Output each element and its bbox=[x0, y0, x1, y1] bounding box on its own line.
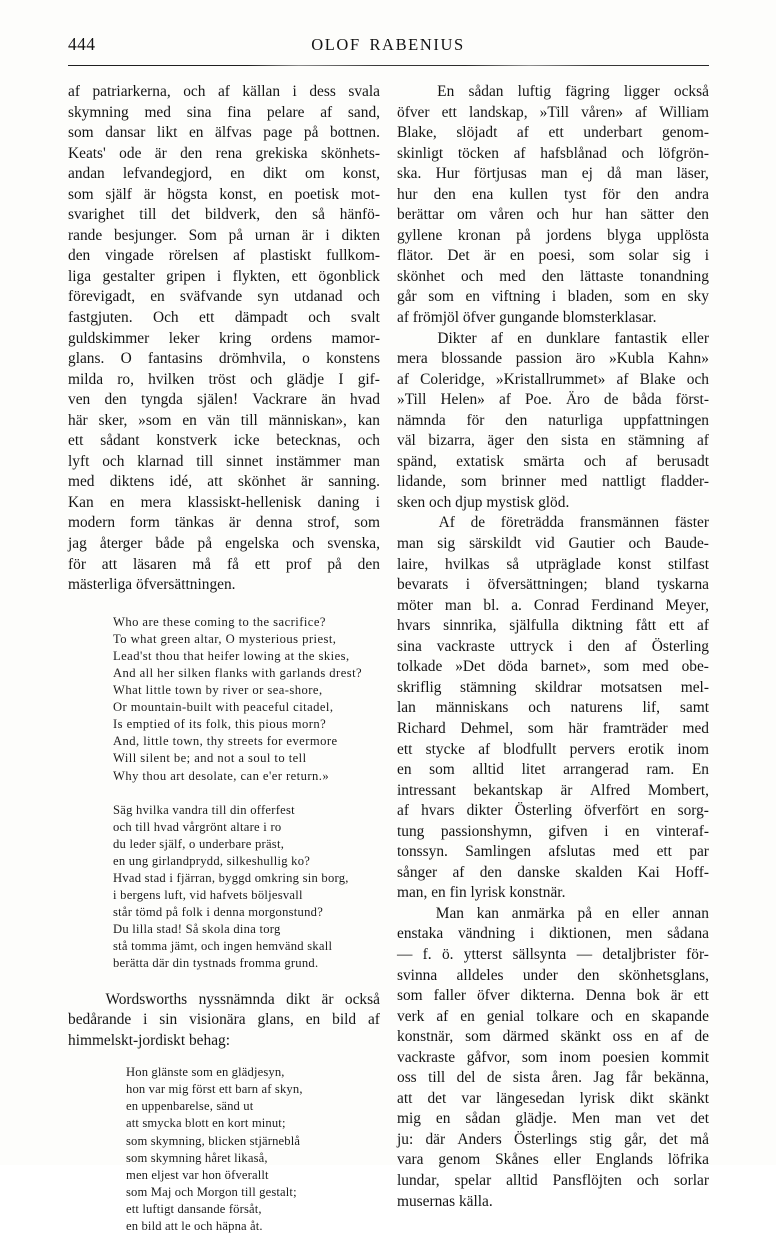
text-line: nämnda för den naturliga uppfattningen bbox=[397, 411, 709, 429]
text-line: glans. O fantasins drömhvila, o konstens bbox=[68, 350, 380, 368]
text-line: mästerliga öfversättningen. bbox=[68, 576, 236, 594]
page-number: 444 bbox=[68, 34, 96, 54]
text-line: Man kan anmärka på en eller annan bbox=[397, 904, 709, 925]
text-line: verk af en genial tolkare och en skapande bbox=[397, 1007, 709, 1025]
verse-line: Hon glänste som en glädjesyn, bbox=[126, 1065, 285, 1080]
verse-keats-english bbox=[68, 614, 380, 785]
text-line: lan människans och naturens lif, samt bbox=[397, 699, 709, 717]
text-line: sina vackraste uttryck i den af Österling bbox=[397, 637, 709, 655]
text-line: bedårande i sin visionära glans, en bild af bbox=[68, 1011, 380, 1029]
text-line: »Till Helen» af Poe. Äro de båda först- bbox=[397, 391, 709, 409]
verse-line: du leder själf, o underbare präst, bbox=[113, 836, 285, 851]
text-line: som faller öfver dikterna. Denna bok är ett bbox=[397, 987, 709, 1005]
text-line: Kan en mera klassiskt-hellenisk daning i bbox=[68, 493, 380, 511]
verse-line: en bild att le och häpna åt. bbox=[126, 1219, 263, 1234]
paragraph-left-2 bbox=[68, 990, 380, 1052]
text-line: mera blossande passion äro »Kubla Kahn» bbox=[397, 350, 709, 368]
text-line: af hvars dikter Österling öfverfört en sorg- bbox=[397, 802, 709, 820]
verse-line: Säg hvilka vandra till din offerfest bbox=[113, 802, 295, 817]
verse-line: hon var mig först ett barn af skyn, bbox=[126, 1082, 303, 1097]
text-line: milda ro, hvilken tröst och glädje I gif- bbox=[68, 370, 380, 388]
text-line: andan lefvandegjord, en dikt om konst, bbox=[68, 165, 380, 183]
verse-line: Or mountain-built with peaceful citadel, bbox=[113, 700, 334, 715]
text-line: en som alltid litet arrangerad ram. En bbox=[397, 761, 709, 779]
text-line: ju: där Anders Österlings stig går, det må bbox=[397, 1130, 709, 1148]
text-line: berättar om våren och hur han sätter den bbox=[397, 206, 709, 224]
text-line: af Coleridge, »Kristallrummet» af Blake och bbox=[397, 370, 709, 388]
text-line: — f. ö. ytterst sällsynta — detaljbrister för- bbox=[397, 945, 709, 963]
verse-line: Du lilla stad! Så skola dina torg bbox=[113, 922, 281, 937]
text-line: som själf är högsta konst, en poetisk mot- bbox=[68, 185, 380, 203]
verse-line: berätta där din tystnads fromma grund. bbox=[113, 956, 319, 971]
text-line: modern form tänkas är denna strof, som bbox=[68, 514, 380, 532]
text-line: Keats' ode är den rena grekiska skönhets- bbox=[68, 144, 380, 162]
indent-space bbox=[397, 82, 423, 103]
verse-line: i bergens luft, vid hafvets böljesvall bbox=[113, 888, 303, 903]
verse-line: To what green altar, O mysterious priest, bbox=[113, 631, 337, 646]
text-line: guldskimmer leker kring ordens mamor- bbox=[68, 329, 380, 347]
text-line: skönhet och med den lättaste tonandning bbox=[397, 267, 709, 285]
verse-line: And all her silken flanks with garlands drest? bbox=[113, 665, 363, 680]
text-line: konstnär, som därmed skänkt oss en af de bbox=[397, 1028, 709, 1046]
text-line: skymning med sina fina pelare af sand, bbox=[68, 103, 380, 121]
running-head-title: OLOF RABENIUS bbox=[311, 35, 465, 54]
text-line: rande besjunger. Som på urnan är i dikten bbox=[68, 226, 380, 244]
text-line: vackraste gåfvor, som inom poesien kommit bbox=[397, 1048, 709, 1066]
text-line: intressant bekantskap är Alfred Mombert, bbox=[397, 781, 709, 799]
paragraph-right-4 bbox=[397, 904, 709, 1212]
text-line: hur den ena kullen tyst för den andra bbox=[397, 185, 709, 203]
indent-space bbox=[397, 329, 423, 350]
text-line: lyft och klarnad till sinnet instämmer man bbox=[68, 452, 380, 470]
verse-keats-swedish bbox=[68, 802, 380, 973]
text-line: möter man bl. a. Conrad Ferdinand Meyer, bbox=[397, 596, 709, 614]
text-line: väl bizarra, äger den sista en stämning af bbox=[397, 432, 709, 450]
text-line: ska. Hur förtjusas man ej då man läser, bbox=[397, 165, 709, 183]
verse-line: stå tomma jämt, och ingen hemvänd skall bbox=[113, 939, 333, 954]
verse-line: Lead'st thou that heifer lowing at the skies, bbox=[113, 648, 350, 663]
text-line: Af de företrädda fransmännen fäster bbox=[397, 513, 709, 534]
text-line: musernas källa. bbox=[397, 1192, 493, 1210]
text-line: Wordsworths nyssnämnda dikt är också bbox=[68, 990, 380, 1011]
text-line: af patriarkerna, och af källan i dess svala bbox=[68, 83, 380, 100]
verse-line: som skymning håret likaså, bbox=[126, 1150, 268, 1165]
text-line: gyllene kronan på jordens blyga upplösta bbox=[397, 226, 709, 244]
verse-line: men eljest var hon öfverallt bbox=[126, 1167, 269, 1182]
text-line: sken och djup mystisk glöd. bbox=[397, 493, 570, 511]
verse-line: Will silent be; and not a soul to tell bbox=[113, 751, 307, 766]
verse-line: ett luftigt dansande försåt, bbox=[126, 1201, 262, 1216]
verse-line: och till hvad vårgrönt altare i ro bbox=[113, 819, 282, 834]
verse-line: What little town by river or sea-shore, bbox=[113, 683, 323, 698]
text-line: att det var längesedan lyrisk dikt skänkt bbox=[397, 1089, 709, 1107]
text-line: jag återger både på engelska och svenska, bbox=[68, 535, 380, 553]
text-line: ett sådant konstverk icke betecknas, och bbox=[68, 432, 380, 450]
text-line: man, en fin lyrisk konstnär. bbox=[397, 884, 566, 902]
text-line: Dikter af en dunklare fantastik eller bbox=[397, 329, 709, 350]
text-line: svinna alldeles under den skönhetsglans, bbox=[397, 966, 709, 984]
verse-line: en uppenbarelse, sänd ut bbox=[126, 1099, 254, 1114]
paragraph-right-3 bbox=[397, 513, 709, 903]
text-line: ven den tyngda själen! Vackrare än hvad bbox=[68, 391, 380, 409]
text-line: vara genom Skånes eller Englands löfrika bbox=[397, 1151, 709, 1169]
left-column bbox=[68, 82, 380, 1235]
text-line: skriflig stämning skildrar motsatsen mel- bbox=[397, 678, 709, 696]
text-line: tolkade »Det döda barnet», som med obe- bbox=[397, 658, 709, 676]
text-line: för att läsaren må få ett prof på den bbox=[68, 555, 380, 573]
text-line: lidande, som brinner med nattligt fladder- bbox=[397, 473, 709, 491]
text-line: här sker, »som en vän till människan», kan bbox=[68, 411, 380, 429]
text-line: med diktens idé, att skönhet är sanning. bbox=[68, 473, 380, 491]
text-line: ett stycke af blodfullt pervers erotik inom bbox=[397, 740, 709, 758]
text-line: bevarats i öfversättningen; bland tyskarna bbox=[397, 576, 709, 594]
text-line: Richard Dehmel, som här framträder med bbox=[397, 719, 709, 737]
text-line: af frömjöl öfver gungande blomsterklasar. bbox=[397, 309, 657, 327]
header-rule bbox=[68, 65, 709, 66]
text-line: tung passionshymn, gifven i en vinteraf- bbox=[397, 822, 709, 840]
verse-line: Hvad stad i fjärran, byggd omkring sin borg, bbox=[113, 870, 349, 885]
text-line: öfver ett landskap, »Till våren» af William bbox=[397, 103, 709, 121]
indent-space bbox=[68, 990, 94, 1011]
paragraph-left-1 bbox=[68, 82, 380, 596]
right-column bbox=[397, 82, 709, 1212]
text-line: himmelskt-jordiskt behag: bbox=[68, 1031, 231, 1049]
text-line: den vingade rörelsen af plastiskt fullkom- bbox=[68, 247, 380, 265]
text-line: flätor. Det är en poesi, som solar sig i bbox=[397, 247, 709, 265]
verse-line: står tömd på folk i denna morgonstund? bbox=[113, 905, 324, 920]
verse-line: Who are these coming to the sacrifice? bbox=[113, 614, 326, 629]
verse-line: att smycka blott en kort minut; bbox=[126, 1116, 286, 1131]
text-line: spänd, extatisk smärta och af berusadt bbox=[397, 452, 709, 470]
indent-space bbox=[397, 513, 423, 534]
running-header bbox=[68, 34, 708, 62]
verse-line: Is emptied of its folk, this pious morn? bbox=[113, 717, 327, 732]
text-line: förevigadt, en sväfvande syn utdanad och bbox=[68, 288, 380, 306]
paragraph-right-2 bbox=[397, 329, 709, 514]
text-line: fastgjuten. Och ett dämpadt och svalt bbox=[68, 309, 380, 327]
text-line: lundar, spelar alltid Pansflöjten och sorlar bbox=[397, 1171, 709, 1189]
verse-line: en ung girlandprydd, silkeshullig ko? bbox=[113, 853, 311, 868]
text-line: som dansar likt en älfvas page på bottnen. bbox=[68, 124, 380, 142]
text-line: Blake, slöjadt af ett underbart genom- bbox=[397, 124, 709, 142]
paragraph-right-1 bbox=[397, 82, 709, 329]
text-line: liga gestalter gripen i flykten, ett ögonblick bbox=[68, 267, 380, 285]
text-line: svarighet till det bildverk, den så hänfö- bbox=[68, 206, 380, 224]
verse-line: som skymning, blicken stjärneblå bbox=[126, 1133, 301, 1148]
verse-wordsworth-swedish bbox=[68, 1064, 380, 1235]
text-line: enstaka vändning i diktionen, men sådana bbox=[397, 925, 709, 943]
text-line: laire, hvilkas så utpräglade konst stilfast bbox=[397, 555, 709, 573]
text-line: sånger af den danske skalden Kai Hoff- bbox=[397, 863, 709, 881]
text-line: En sådan luftig fägring ligger också bbox=[397, 82, 709, 103]
text-line: man sig särskildt vid Gautier och Baude- bbox=[397, 535, 709, 553]
text-line: hvars sinnrika, själfulla diktning fått ett af bbox=[397, 617, 709, 635]
text-line: går som en viftning i bladen, som en sky bbox=[397, 288, 709, 306]
verse-line: som Maj och Morgon till gestalt; bbox=[126, 1184, 297, 1199]
text-line: skinligt töcken af hafsblånad och löfgrön- bbox=[397, 144, 709, 162]
text-line: oss till del de sista åren. Jag får bekänna, bbox=[397, 1069, 709, 1087]
spacer bbox=[68, 973, 380, 990]
text-line: tonssyn. Samlingen afslutas med ett par bbox=[397, 843, 709, 861]
verse-line: And, little town, thy streets for evermore bbox=[113, 734, 338, 749]
verse-line: Why thou art desolate, can e'er return.» bbox=[113, 768, 330, 783]
indent-space bbox=[397, 904, 423, 925]
text-line: mig en sådan glädje. Men man vet det bbox=[397, 1110, 709, 1128]
